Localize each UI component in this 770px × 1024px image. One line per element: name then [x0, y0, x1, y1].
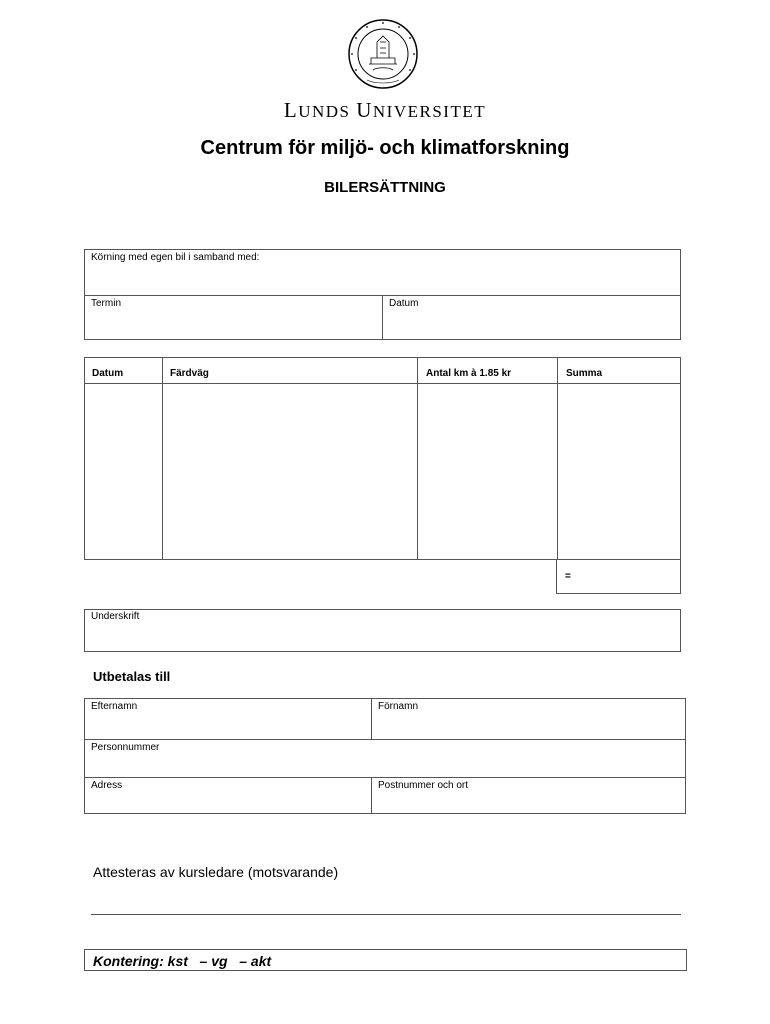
page-title: Centrum för miljö- och klimatforskning	[200, 137, 570, 159]
term-field[interactable]	[85, 296, 388, 342]
kontering-label: Kontering: kst – vg – akt	[93, 953, 272, 969]
column-header-date: Datum	[92, 368, 124, 379]
column-header-route: Färdväg	[170, 368, 209, 379]
address-label: Adress	[91, 780, 123, 791]
first-name-label: Förnamn	[378, 701, 419, 712]
attest-signature-line[interactable]	[91, 914, 681, 915]
last-name-label: Efternamn	[91, 701, 138, 712]
sum-column-cell[interactable]	[558, 384, 680, 559]
signature-label: Underskrift	[91, 611, 140, 622]
payee-box	[84, 698, 686, 814]
payee-heading: Utbetalas till	[93, 669, 171, 684]
date-label: Datum	[389, 298, 419, 309]
date-field[interactable]	[383, 296, 680, 342]
date-column-cell[interactable]	[85, 384, 162, 559]
kontering-box[interactable]	[84, 949, 687, 971]
form-title: BILERSÄTTNING	[324, 179, 446, 196]
km-column-cell[interactable]	[418, 384, 557, 559]
university-seal-logo	[347, 18, 419, 90]
column-header-km: Antal km à 1.85 kr	[426, 368, 512, 379]
address-field[interactable]	[85, 778, 377, 813]
personal-number-label: Personnummer	[91, 742, 160, 753]
info-box	[84, 249, 681, 340]
trip-table	[84, 357, 681, 560]
university-name: LUNDS UNIVERSITET	[283, 98, 487, 122]
postal-label: Postnummer och ort	[378, 780, 469, 791]
signature-field[interactable]	[84, 609, 681, 652]
first-name-field[interactable]	[372, 699, 685, 741]
total-sum-cell[interactable]	[556, 559, 681, 594]
route-column-cell[interactable]	[163, 384, 417, 559]
last-name-field[interactable]	[85, 699, 377, 741]
purpose-field[interactable]	[85, 250, 680, 297]
personal-number-field[interactable]	[85, 740, 685, 779]
term-label: Termin	[91, 298, 122, 309]
attest-label: Attesteras av kursledare (motsvarande)	[93, 864, 339, 880]
purpose-label: Körning med egen bil i samband med:	[91, 252, 260, 263]
column-header-sum: Summa	[566, 368, 603, 379]
total-marker: =	[565, 571, 571, 582]
postal-field[interactable]	[372, 778, 685, 813]
